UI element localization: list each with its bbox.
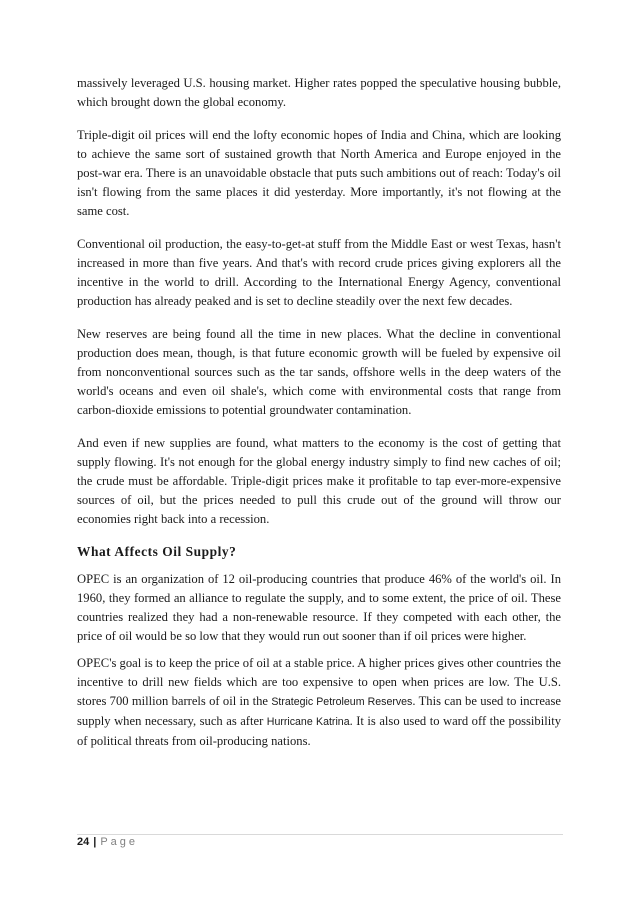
paragraph-new-reserves: New reserves are being found all the time in new places. What the decline in conventional production does mean, though, is that future economic growth will be fueled by expensive oil from nonconventional sources such as the tar sands, offshore wells in the deep waters of the world's oceans and even oil shale's, which come with environmental costs that range from carbon-dioxide emissions to potential groundwater contamination. bbox=[77, 327, 561, 417]
page-label: Page bbox=[100, 836, 139, 848]
footer-separator: | bbox=[93, 836, 97, 848]
hurricane-katrina-link[interactable]: Hurricane Katrina bbox=[266, 716, 350, 728]
strategic-petroleum-reserves-link[interactable]: Strategic Petroleum Reserves bbox=[271, 696, 413, 708]
page-body bbox=[77, 74, 561, 759]
paragraph-opec-goal bbox=[77, 654, 561, 751]
page-number: 24 bbox=[77, 836, 90, 848]
section-heading: What Affects Oil Supply? bbox=[77, 544, 237, 559]
paragraph-triple-digit-prices: Triple-digit oil prices will end the lofty economic hopes of India and China, which are looking to achieve the same sort of sustained growth that North America and Europe enjoyed in the post-war era. There is an unavoidable obstacle that puts such ambitions out of reach: Today's oil isn't flowing from the same places it did yesterday. More importantly, it's not flowing at the same cost. bbox=[77, 128, 561, 218]
paragraph-housing-bubble: massively leveraged U.S. housing market. Higher rates popped the speculative housing bubble, which brought down the global economy. bbox=[77, 76, 561, 109]
paragraph-opec: OPEC is an organization of 12 oil-producing countries that produce 46% of the world's oil. In 1960, they formed an alliance to regulate the supply, and to some extent, the price of oil. These countries realized they had a non-renewable resource. If they competed with each other, the price of oil would be so low that they would run out sooner than if oil prices were higher. bbox=[77, 572, 561, 643]
paragraph-supply-cost: And even if new supplies are found, what matters to the economy is the cost of getting that supply flowing. It's not enough for the global energy industry simply to find new caches of oil; the crude must be affordable. Triple-digit prices make it profitable to tap ever-more-expensive sources of oil, but the prices needed to pull this crude out of the ground will throw our economies right back into a recession. bbox=[77, 436, 561, 526]
opec-goal-text-1: OPEC's goal is to keep the price of oil at a stable price. A higher prices gives other countries the incentive to drill new fields which are too expensive to open when prices are low. The U.S. stores 700 million barrels of oil in the bbox=[77, 656, 561, 708]
opec-goal-text-3: . It is also used to ward off the possibility of political threats from oil-producing nations. bbox=[77, 714, 562, 748]
paragraph-conventional-production: Conventional oil production, the easy-to-get-at stuff from the Middle East or west Texas, hasn't increased in more than five years. And that's with record crude prices giving explorers all the incentive in the world to drill. According to the International Energy Agency, conventional production has already peaked and is set to decline steadily over the next few decades. bbox=[77, 237, 561, 308]
page-footer bbox=[77, 836, 138, 848]
footer-divider bbox=[77, 834, 563, 835]
opec-goal-text-2: . This can be used to increase supply when necessary, such as after bbox=[77, 694, 561, 728]
